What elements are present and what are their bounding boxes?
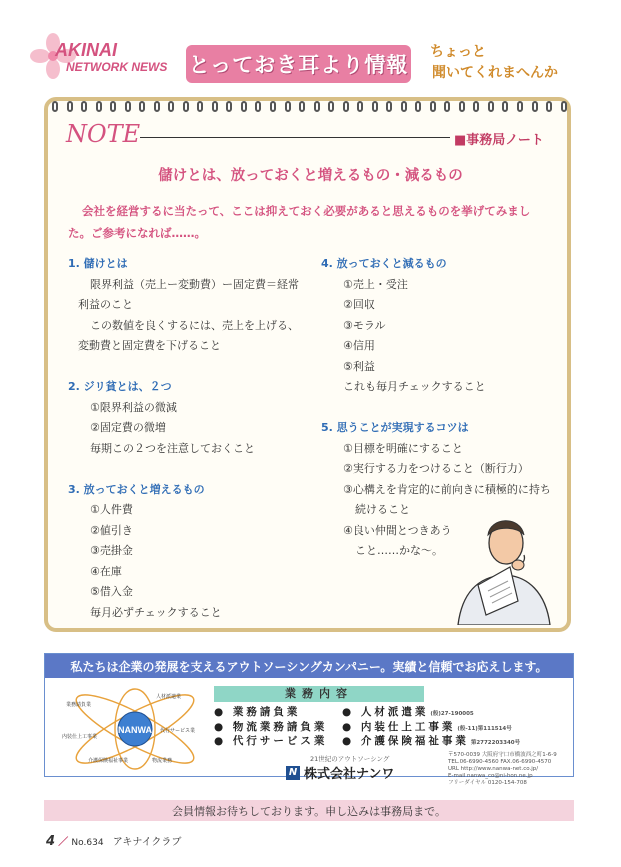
company-name: 株式会社ナンワ bbox=[304, 767, 395, 782]
binder-ring bbox=[299, 101, 305, 112]
section-heading: 2. ジリ貧とは、２つ bbox=[68, 380, 172, 393]
bullet-icon: ● bbox=[342, 720, 361, 733]
list-item: ⑤借入金 bbox=[90, 585, 133, 598]
list-item: ③売掛金 bbox=[90, 544, 133, 557]
list-item: ①売上・受注 bbox=[343, 277, 408, 291]
binder-ring bbox=[168, 101, 174, 112]
service-item bbox=[342, 734, 574, 749]
binder-ring bbox=[386, 101, 392, 112]
list-item: ④良い仲間とつきあう bbox=[343, 523, 452, 537]
orbit-label: 物流業務 bbox=[152, 758, 173, 764]
binder-ring bbox=[81, 101, 87, 112]
services-row bbox=[214, 720, 574, 735]
service-item bbox=[342, 720, 574, 735]
bullet-icon: ● bbox=[342, 706, 361, 718]
license-note: 第2772203340号 bbox=[470, 740, 521, 746]
section-heading: 5. 思うことが実現するコツは bbox=[321, 421, 469, 434]
section-heading: 1. 儲けとは bbox=[68, 257, 128, 270]
binder-ring bbox=[125, 101, 131, 112]
list-item: ②固定費の微増 bbox=[90, 421, 166, 434]
intro-line-1: 会社を経営するに当たって、ここは抑えておく必要があると思えるものを挙げてみまし bbox=[82, 204, 531, 218]
list-item: 毎月必ずチェックすること bbox=[90, 605, 222, 619]
left-column bbox=[68, 254, 308, 623]
bullet-icon: ● bbox=[214, 720, 233, 733]
logo-akinai: AKINAI bbox=[55, 40, 117, 60]
list-item: ②回収 bbox=[343, 298, 375, 311]
binder-ring bbox=[154, 101, 160, 112]
binder-ring bbox=[328, 101, 334, 112]
address-line: URL http://www.nanwa-net.co.jp/ bbox=[448, 766, 539, 772]
orbit-label: 内装仕上工事業 bbox=[62, 734, 98, 740]
orbit-label: 業務請負業 bbox=[66, 702, 92, 708]
binder-ring bbox=[285, 101, 291, 112]
binder-ring bbox=[96, 101, 102, 112]
binder-ring bbox=[517, 101, 523, 112]
binder-ring bbox=[430, 101, 436, 112]
bullet-icon: ● bbox=[342, 735, 361, 747]
note-rule bbox=[140, 137, 450, 138]
address-line: TEL.06-6990-4560 FAX.06-6990-4570 bbox=[448, 759, 552, 765]
binder-ring bbox=[255, 101, 261, 112]
service-name: 業務請負業 bbox=[232, 706, 301, 718]
binder-ring bbox=[197, 101, 203, 112]
binder-ring bbox=[401, 101, 407, 112]
service-orbit-diagram bbox=[60, 684, 210, 774]
service-item bbox=[214, 720, 342, 735]
article-intro bbox=[68, 200, 558, 244]
list-item: ①限界利益の微減 bbox=[90, 400, 177, 414]
service-name: 代行サービス業 bbox=[232, 735, 328, 747]
services-row bbox=[214, 734, 574, 749]
list-item: これも毎月チェックすること bbox=[343, 380, 486, 393]
company-tagline: 21世紀のアウトソーシング bbox=[310, 755, 390, 763]
header-tagline-2: 聞いてくれまへんか bbox=[432, 65, 558, 81]
list-item: ③心構えを肯定的に前向きに積極的に持ち bbox=[343, 482, 551, 496]
spacer bbox=[321, 398, 571, 419]
bullet-icon: ● bbox=[214, 706, 233, 718]
binder-ring bbox=[183, 101, 189, 112]
list-item: 変動費と固定費を下げること bbox=[78, 339, 221, 352]
list-item: ④在庫 bbox=[90, 564, 122, 578]
binder-ring bbox=[357, 101, 363, 112]
binder-ring bbox=[212, 101, 218, 112]
binder-ring bbox=[372, 101, 378, 112]
header-tagline-1: ちょっと bbox=[430, 44, 486, 60]
binder-ring bbox=[561, 101, 567, 112]
page-footer bbox=[46, 833, 181, 849]
service-name: 内装仕上工事業 bbox=[360, 720, 456, 733]
binder-ring bbox=[67, 101, 73, 112]
address-line: 〒570-0039 大阪府守口市橋波西之町1-6-9 bbox=[448, 752, 557, 758]
company-block bbox=[286, 756, 394, 782]
services-row bbox=[214, 705, 574, 720]
list-item: ①人件費 bbox=[90, 503, 133, 516]
binder-ring bbox=[459, 101, 465, 112]
logo-network-news: NETWORK NEWS bbox=[66, 60, 168, 74]
spacer bbox=[68, 459, 308, 480]
address-line: E-mail nanwa_co@ni-hon.ne.jp bbox=[448, 773, 533, 779]
office-note-label: ■事務局ノート bbox=[454, 133, 544, 148]
list-item: ①目標を明確にすること bbox=[343, 441, 463, 455]
list-item: ④信用 bbox=[343, 339, 375, 352]
service-name: 人材派遣業 bbox=[360, 706, 429, 718]
businessman-illustration bbox=[448, 505, 558, 625]
binder-ring bbox=[444, 101, 450, 112]
ad-headline: 私たちは企業の発展を支えるアウトソーシングカンパニー。実績と信頼でお応えします。 bbox=[45, 654, 573, 678]
list-item: 続けること bbox=[355, 503, 410, 516]
service-item bbox=[214, 734, 342, 749]
service-item bbox=[214, 705, 342, 720]
binder-ring bbox=[139, 101, 145, 112]
company-address bbox=[448, 752, 557, 787]
bullet-icon: ● bbox=[214, 735, 233, 747]
orbit-label: 人材派遣業 bbox=[156, 694, 182, 700]
list-item: 毎期この２つを注意しておくこと bbox=[90, 441, 255, 455]
binder-ring bbox=[270, 101, 276, 112]
article-title: 儲けとは、放っておくと増えるもの・減るもの bbox=[158, 168, 463, 184]
services-list bbox=[214, 705, 574, 749]
binder-ring bbox=[343, 101, 349, 112]
company-logo bbox=[286, 763, 394, 782]
service-name: 介護保険福祉事業 bbox=[360, 735, 469, 747]
header-banner: とっておき耳より情報 bbox=[186, 45, 411, 83]
address-line: フリーダイヤル 0120-154-708 bbox=[448, 780, 527, 786]
spacer bbox=[68, 357, 308, 378]
member-info-bar: 会員情報お待ちしております。申し込みは事務局まで。 bbox=[44, 800, 574, 821]
list-item: ③モラル bbox=[343, 318, 386, 332]
binder-ring bbox=[314, 101, 320, 112]
club-name: アキナイクラブ bbox=[112, 837, 182, 848]
service-name: 物流業務請負業 bbox=[232, 720, 328, 733]
page-number: 4 bbox=[46, 834, 56, 849]
list-item: 利益のこと bbox=[78, 298, 133, 311]
section-heading: 4. 放っておくと減るもの bbox=[321, 257, 447, 270]
binder-ring bbox=[110, 101, 116, 112]
header bbox=[0, 0, 621, 92]
services-title: 業務内容 bbox=[214, 686, 424, 702]
section-heading: 3. 放っておくと増えるもの bbox=[68, 482, 205, 496]
binder-ring bbox=[532, 101, 538, 112]
license-note: (般)27-190005 bbox=[430, 711, 474, 717]
center-logo: NANWA bbox=[118, 725, 152, 735]
list-item: ②実行する力をつけること（断行力） bbox=[343, 462, 529, 475]
intro-line-2: た。ご参考になれば……。 bbox=[68, 226, 206, 240]
company-mark-icon: N bbox=[286, 766, 300, 780]
binder-ring bbox=[52, 101, 58, 112]
orbit-label: 代行サービス業 bbox=[160, 728, 196, 734]
binder-ring bbox=[473, 101, 479, 112]
binder-ring bbox=[488, 101, 494, 112]
notebook-rings bbox=[52, 101, 567, 115]
binder-ring bbox=[415, 101, 421, 112]
list-item: この数値を良くするには、売上を上げる、 bbox=[90, 318, 299, 332]
binder-ring bbox=[241, 101, 247, 112]
list-item: ⑤利益 bbox=[343, 359, 375, 373]
footer-slash: ／ bbox=[58, 837, 69, 848]
service-item bbox=[342, 705, 574, 720]
list-item: こと……かな〜。 bbox=[355, 544, 443, 557]
license-note: (般-11)第111514号 bbox=[457, 725, 512, 732]
issue-number: No.634 bbox=[71, 838, 104, 848]
binder-ring bbox=[546, 101, 552, 112]
binder-ring bbox=[226, 101, 232, 112]
binder-ring bbox=[502, 101, 508, 112]
note-heading: NOTE bbox=[66, 120, 141, 148]
list-item: ②値引き bbox=[90, 523, 133, 537]
list-item: 限界利益（売上ー変動費）ー固定費＝経常 bbox=[90, 277, 299, 291]
orbit-label: 介護保険福祉事業 bbox=[88, 758, 129, 764]
